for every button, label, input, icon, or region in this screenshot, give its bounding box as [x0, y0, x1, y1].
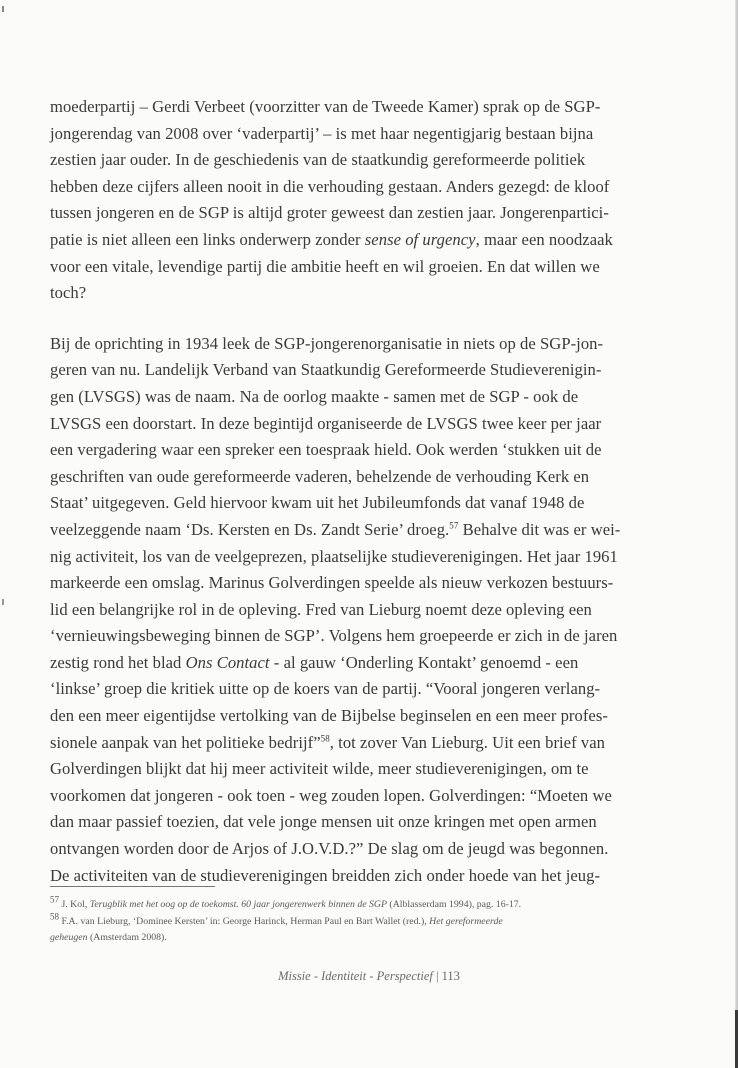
- footnotes: [50, 894, 660, 947]
- text-line: toch?: [50, 283, 87, 303]
- text-line: lid een belangrijke rol in de opleving. Fred van Lieburg noemt deze opleving een: [50, 599, 592, 619]
- body-text: [50, 94, 654, 889]
- paragraph: [50, 94, 654, 307]
- text-line: ‘linkse’ groep die kritiek uitte op de koers van de partij. “Vooral jongeren verlang-: [50, 679, 601, 699]
- footnote-58-cont: geheugen (Amsterdam 2008).: [50, 932, 167, 943]
- text-line: een vergadering waar een spreker een toespraak hield. Ook werden ‘stukken uit de: [50, 440, 602, 460]
- footnote-57: $^{57}$ J. Kol, Terugblik met het oog op de toekomst. 60 jaar jongerenwerk binnen de SGP (Alblasserdam 1994), pag. 16-17.: [50, 894, 522, 910]
- text-line: zestig rond het blad Ons Contact - al gauw ‘Onderling Kontakt’ genoemd - een: [50, 652, 579, 672]
- text-line: ontvangen worden door de Arjos of J.O.V.D.?” De slag om de jeugd was begonnen.: [50, 839, 609, 859]
- italic-term: sense of urgency: [364, 229, 476, 249]
- text-line: De activiteiten van de studieverenigingen breidden zich onder hoede van het jeug-: [50, 865, 601, 885]
- footnote-ref-58[interactable]: 58: [320, 733, 330, 744]
- running-title: Missie - Identiteit - Perspectief: [278, 969, 433, 983]
- text-line: patie is niet alleen een links onderwerp zonder sense of urgency, maar een noodzaak: [50, 229, 613, 249]
- italic-title: Ons Contact: [185, 652, 270, 672]
- text-line: sionele aanpak van het politieke bedrijf”$^{58}$, tot zover Van Lieburg. Uit een brief van: [50, 732, 605, 752]
- scan-mark: [2, 6, 4, 12]
- text-line: Golverdingen blijkt dat hij meer activiteit wilde, meer studieverenigingen, om te: [50, 759, 589, 779]
- scan-mark: [2, 599, 4, 605]
- text-line: nig activiteit, los van de veelgeprezen, plaatselijke studieverenigingen. Het jaar 1961: [50, 546, 618, 566]
- text-line: gen (LVSGS) was de naam. Na de oorlog maakte - samen met de SGP - ook de: [50, 386, 579, 406]
- text-line: voorkomen dat jongeren - ook toen - weg zouden lopen. Golverdingen: “Moeten we: [50, 785, 612, 805]
- text-line: ‘vernieuwingsbeweging binnen de SGP’. Volgens hem groepeerde er zich in de jaren: [50, 626, 618, 646]
- text-line: markeerde een omslag. Marinus Golverdingen speelde als nieuw verkozen bestuurs-: [50, 573, 614, 593]
- text-line: jongerendag van 2008 over ‘vaderpartij’ – is met haar negentigjarig bestaan bijna: [50, 123, 594, 143]
- footnote-number: 57: [50, 894, 59, 905]
- text-line: moederpartij – Gerdi Verbeet (voorzitter van de Tweede Kamer) sprak op de SGP-: [50, 97, 601, 116]
- footnote-divider: [50, 886, 215, 887]
- text-line: Bij de oprichting in 1934 leek de SGP-jongerenorganisatie in niets op de SGP-jon-: [50, 333, 604, 353]
- text-line: tussen jongeren en de SGP is altijd groter geweest dan zestien jaar. Jongerenpartici-: [50, 203, 609, 223]
- text-line: geren van nu. Landelijk Verband van Staatkundig Gereformeerde Studieverenigin-: [50, 360, 602, 380]
- text-line: dan maar passief toezien, dat vele jonge mensen uit onze kringen met open armen: [50, 812, 597, 832]
- footnote-58: $^{58}$ F.A. van Lieburg, ‘Dominee Kersten’ in: George Harinck, Herman Paul en Bart Wallet (red.), Het gereformeerde: [50, 911, 503, 927]
- text-line: geschriften van oude gereformeerde vaderen, behelzende de verhouding Kerk en: [50, 466, 590, 486]
- footnote-ref-57[interactable]: 57: [449, 520, 459, 531]
- page-number: 113: [441, 969, 460, 983]
- footer-separator: |: [432, 969, 442, 983]
- text-line: voor een vitale, levendige partij die ambitie heeft en wil groeien. En dat willen we: [50, 256, 600, 276]
- paragraph: [50, 331, 654, 889]
- text-line: hebben deze cijfers alleen nooit in die verhouding gestaan. Anders gezegd: de kloof: [50, 176, 610, 196]
- page-footer: [0, 969, 738, 984]
- text-line: LVSGS een doorstart. In deze begintijd organiseerde de LVSGS twee keer per jaar: [50, 413, 602, 433]
- footnote-number: 58: [50, 911, 59, 922]
- text-line: zestien jaar ouder. In de geschiedenis van de staatkundig gereformeerde politiek: [50, 150, 586, 170]
- text-line: Staat’ uitgegeven. Geld hiervoor kwam uit het Jubileumfonds dat vanaf 1948 de: [50, 493, 585, 513]
- text-line: den een meer eigentijdse vertolking van de Bijbelse beginselen en een meer profes-: [50, 706, 608, 726]
- text-line: veelzeggende naam ‘Ds. Kersten en Ds. Zandt Serie’ droeg.$^{57}$ Behalve dit was er wei-: [50, 519, 621, 539]
